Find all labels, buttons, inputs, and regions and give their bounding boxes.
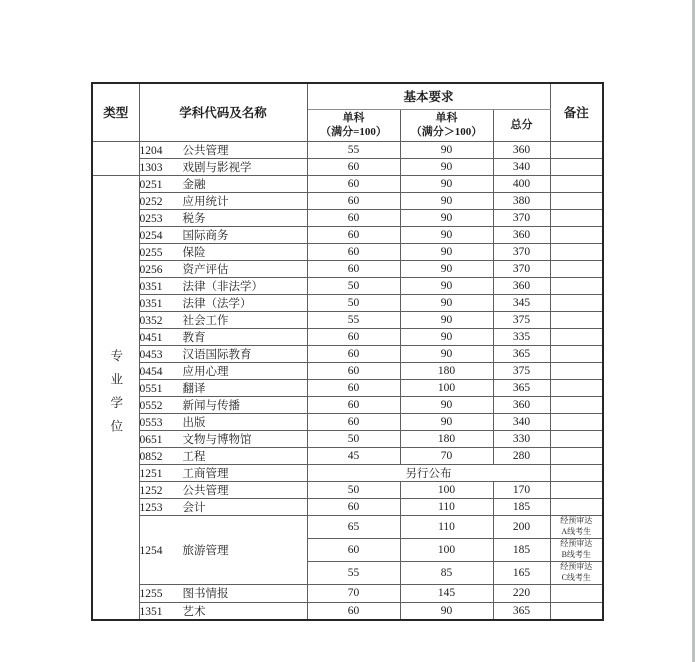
subject-code: 0453 [139,348,163,361]
score-total: 165 [493,561,550,584]
subject-cell [139,584,307,602]
table-row [92,158,603,175]
score-sub100: 55 [307,311,400,328]
subject-code: 1254 [139,544,163,557]
header-type: 类型 [92,83,139,141]
table-row-tourism-a [92,515,603,538]
score-subgt100: 90 [400,396,493,413]
subject-name: 工商管理 [182,467,229,480]
remark-line1: 经预审达 [560,562,593,572]
score-sub100: 60 [307,226,400,243]
subject-cell [139,602,307,620]
score-total: 370 [493,209,550,226]
type-label-vertical: 专业学位 [108,348,123,443]
remark-cell [550,175,603,192]
subject-cell [139,447,307,464]
subscore-gt100-line1: 单科 [435,111,458,124]
table-row [92,362,603,379]
score-total: 340 [493,158,550,175]
score-subgt100: 90 [400,413,493,430]
score-subgt100: 90 [400,175,493,192]
table-row [92,481,603,498]
remark-cell [550,464,603,481]
table-row [92,602,603,620]
subject-name: 应用统计 [182,195,229,208]
subject-code: 1204 [139,144,163,157]
score-subgt100: 145 [400,584,493,602]
score-sub100: 60 [307,158,400,175]
subject-code: 0352 [139,314,163,327]
score-subgt100: 100 [400,481,493,498]
remark-line2: B线考生 [561,549,591,559]
subject-code: 0454 [139,365,163,378]
table-row [92,175,603,192]
table-row [92,430,603,447]
subject-name: 法律（法学） [182,297,252,310]
score-subgt100: 90 [400,294,493,311]
score-sub100: 60 [307,260,400,277]
subject-name: 金融 [182,178,206,191]
remark-cell [550,538,603,561]
announce-cell: 另行公布 [307,464,550,481]
score-sub100: 60 [307,379,400,396]
score-subgt100: 85 [400,561,493,584]
score-sub100: 60 [307,345,400,362]
score-sub100: 55 [307,141,400,158]
subject-name: 教育 [182,331,206,344]
remark-line1: 经预审达 [560,539,593,549]
score-total: 330 [493,430,550,447]
score-total: 170 [493,481,550,498]
table-row [92,277,603,294]
right-edge-scrollbar[interactable] [692,0,695,662]
remark-cell [550,158,603,175]
score-sub100: 60 [307,192,400,209]
score-total: 335 [493,328,550,345]
subject-code: 1253 [139,501,163,514]
score-total: 340 [493,413,550,430]
header-remark: 备注 [550,83,603,141]
subject-code: 0552 [139,399,163,412]
score-subgt100: 90 [400,260,493,277]
score-total: 280 [493,447,550,464]
header-subscore-gt100 [400,109,493,141]
score-sub100: 60 [307,328,400,345]
score-total: 375 [493,362,550,379]
subject-name: 汉语国际教育 [182,348,252,361]
type-cell-empty [92,141,139,175]
subject-code: 0551 [139,382,163,395]
score-sub100: 60 [307,209,400,226]
subject-code: 1251 [139,467,163,480]
subscore-100-line2: （满分=100） [320,126,387,138]
subject-code: 1252 [139,484,163,497]
subject-code: 0852 [139,450,163,463]
subscore-gt100-line2: （满分＞100） [410,126,483,138]
subject-code: 0253 [139,212,163,225]
score-sub100: 65 [307,515,400,538]
score-sub100: 55 [307,561,400,584]
subject-cell [139,209,307,226]
score-sub100: 60 [307,243,400,260]
score-subgt100: 90 [400,209,493,226]
remark-cell [550,328,603,345]
remark-cell [550,602,603,620]
subject-name: 文物与博物馆 [182,433,252,446]
subject-cell [139,515,307,584]
score-total: 370 [493,243,550,260]
score-sub100: 50 [307,294,400,311]
header-subject: 学科代码及名称 [139,83,307,141]
subject-code: 0451 [139,331,163,344]
subject-code: 1255 [139,588,163,600]
header-total: 总分 [493,109,550,141]
score-subgt100: 90 [400,328,493,345]
score-total: 365 [493,345,550,362]
table-row [92,413,603,430]
subject-cell [139,328,307,345]
score-total: 370 [493,260,550,277]
table-row [92,260,603,277]
score-sub100: 45 [307,447,400,464]
score-sub100: 70 [307,584,400,602]
remark-cell [550,226,603,243]
subject-name: 戏剧与影视学 [182,161,252,174]
table-row [92,192,603,209]
table-row-announce [92,464,603,481]
remark-cell [550,294,603,311]
score-total: 360 [493,277,550,294]
subject-name: 会计 [182,501,206,514]
remark-cell [550,447,603,464]
score-total: 400 [493,175,550,192]
subject-name: 新闻与传播 [182,399,240,412]
score-subgt100: 110 [400,498,493,515]
subject-code: 0351 [139,280,163,293]
subject-code: 0351 [139,297,163,310]
header-subscore-100 [307,109,400,141]
remark-cell [550,396,603,413]
subject-cell [139,430,307,447]
score-subgt100: 70 [400,447,493,464]
subject-name: 法律（非法学） [182,280,263,293]
score-total: 185 [493,538,550,561]
type-cell-professional [92,175,139,620]
score-sub100: 50 [307,277,400,294]
table-row [92,396,603,413]
subject-code: 0252 [139,195,163,208]
subject-cell [139,311,307,328]
subject-cell [139,192,307,209]
subject-cell [139,498,307,515]
subject-name: 旅游管理 [182,544,229,557]
subject-code: 0255 [139,246,163,259]
score-subgt100: 180 [400,430,493,447]
subject-cell [139,294,307,311]
remark-cell [550,515,603,538]
subject-code: 0256 [139,263,163,276]
remark-cell [550,379,603,396]
score-subgt100: 90 [400,141,493,158]
score-sub100: 60 [307,362,400,379]
score-line-table [91,82,604,621]
score-subgt100: 90 [400,311,493,328]
score-subgt100: 90 [400,602,493,620]
remark-cell [550,481,603,498]
remark-cell [550,243,603,260]
subject-name: 工程 [182,450,206,463]
subject-cell [139,141,307,158]
score-subgt100: 90 [400,158,493,175]
subject-code: 0251 [139,178,163,191]
remark-line1: 经预审达 [560,516,593,526]
table-row [92,226,603,243]
score-total: 220 [493,584,550,602]
score-subgt100: 180 [400,362,493,379]
remark-line2: C线考生 [561,572,591,582]
table-row [92,447,603,464]
subject-name: 国际商务 [182,229,229,242]
table-row [92,498,603,515]
table-row [92,311,603,328]
score-sub100: 60 [307,175,400,192]
subject-name: 艺术 [182,605,206,618]
subject-cell [139,243,307,260]
header-basic-requirements: 基本要求 [307,83,550,109]
score-total: 380 [493,192,550,209]
score-subgt100: 90 [400,345,493,362]
subject-name: 出版 [182,416,206,429]
score-total: 365 [493,379,550,396]
subject-name: 社会工作 [182,314,229,327]
subject-cell [139,379,307,396]
score-subgt100: 90 [400,226,493,243]
remark-cell [550,498,603,515]
remark-cell [550,311,603,328]
subject-code: 1303 [139,161,163,174]
subject-name: 公共管理 [182,144,229,157]
score-sub100: 50 [307,430,400,447]
table-row [92,345,603,362]
score-sub100: 60 [307,413,400,430]
remark-cell [550,413,603,430]
subject-cell [139,481,307,498]
remark-cell [550,430,603,447]
subject-name: 图书情报 [182,588,229,600]
table-row [92,243,603,260]
subscore-100-line1: 单科 [342,111,365,124]
score-total: 360 [493,226,550,243]
subject-cell [139,226,307,243]
score-subgt100: 100 [400,379,493,396]
score-subgt100: 100 [400,538,493,561]
score-total: 365 [493,602,550,620]
score-sub100: 60 [307,396,400,413]
score-total: 200 [493,515,550,538]
subject-cell [139,345,307,362]
subject-cell [139,413,307,430]
score-total: 375 [493,311,550,328]
subject-name: 翻译 [182,382,206,395]
score-sub100: 60 [307,602,400,620]
score-subgt100: 90 [400,277,493,294]
table-row [92,379,603,396]
subject-cell [139,362,307,379]
subject-code: 0651 [139,433,163,446]
subject-cell [139,464,307,481]
subject-cell [139,175,307,192]
remark-cell [550,584,603,602]
score-total: 360 [493,141,550,158]
score-total: 345 [493,294,550,311]
subject-name: 公共管理 [182,484,229,497]
subject-cell [139,158,307,175]
subject-name: 保险 [182,246,206,259]
subject-cell [139,396,307,413]
score-sub100: 60 [307,538,400,561]
score-subgt100: 90 [400,243,493,260]
score-sub100: 60 [307,498,400,515]
table-row [92,584,603,602]
table-row [92,209,603,226]
remark-cell [550,561,603,584]
subject-name: 资产评估 [182,263,229,276]
score-subgt100: 110 [400,515,493,538]
remark-cell [550,277,603,294]
subject-name: 应用心理 [182,365,229,378]
remark-cell [550,209,603,226]
subject-code: 0553 [139,416,163,429]
score-sub100: 50 [307,481,400,498]
subject-name: 税务 [182,212,206,225]
score-total: 360 [493,396,550,413]
remark-cell [550,345,603,362]
header-row-1 [92,83,603,109]
remark-cell [550,362,603,379]
remark-cell [550,260,603,277]
subject-cell [139,277,307,294]
table-row [92,328,603,345]
remark-line2: A线考生 [561,526,592,536]
score-subgt100: 90 [400,192,493,209]
remark-cell [550,141,603,158]
table-row [92,141,603,158]
subject-cell [139,260,307,277]
score-total: 185 [493,498,550,515]
subject-code: 1351 [139,605,163,618]
table-row [92,294,603,311]
subject-code: 0254 [139,229,163,242]
remark-cell [550,192,603,209]
